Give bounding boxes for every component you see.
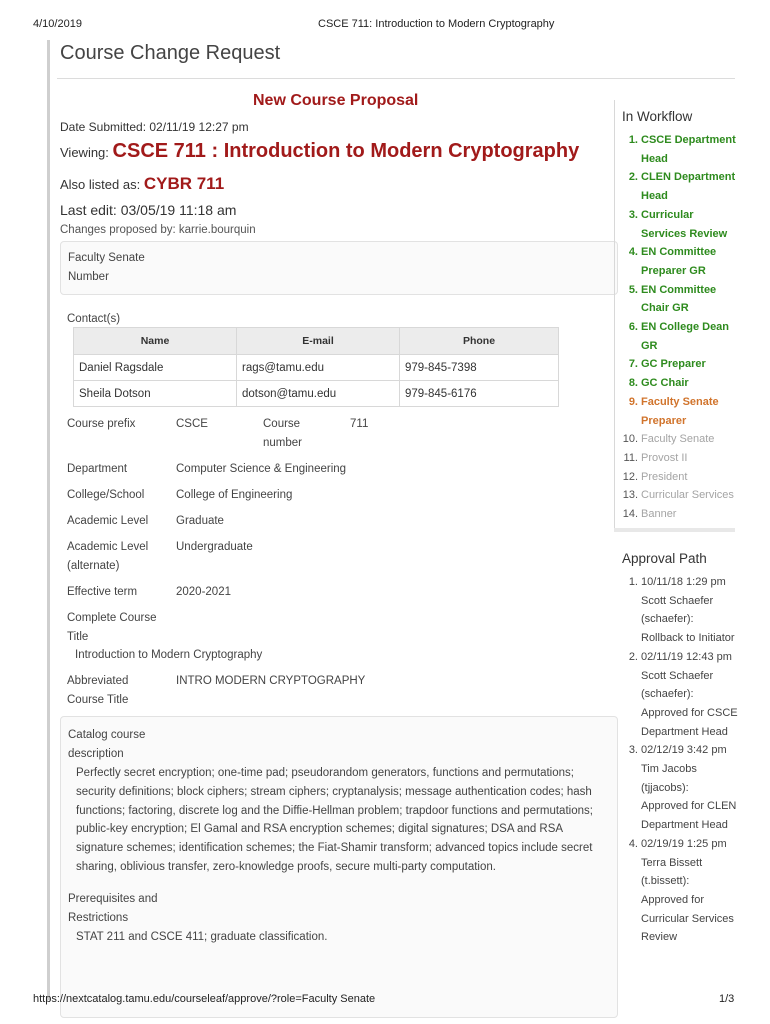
approval-entry (620, 835, 740, 947)
step-label: GC Chair (641, 377, 689, 390)
page-title: Course Change Request (60, 42, 281, 64)
step-label: EN College Dean GR (641, 321, 730, 352)
approval-path-title: Approval Path (622, 551, 707, 566)
viewing-course: CSCE 711 : Introduction to Modern Cryptography (112, 140, 580, 162)
workflow-step (620, 168, 740, 205)
print-doc-title: CSCE 711: Introduction to Modern Cryptography (318, 18, 555, 30)
complete-title-value: Introduction to Modern Cryptography (75, 649, 263, 661)
table-row (74, 381, 559, 407)
entry-who: Scott Schaefer (schaefer): (641, 669, 714, 701)
contact-email[interactable]: dotson@tamu.edu (237, 381, 400, 407)
step-number: 7. (628, 358, 638, 371)
academic-level-alt-value: Undergraduate (176, 541, 253, 553)
step-label: Faculty Senate Preparer (641, 395, 719, 427)
also-listed-row (60, 174, 224, 194)
academic-level-value: Graduate (176, 515, 224, 527)
step-label: EN Committee Chair GR (641, 283, 717, 315)
entry-when: 02/12/19 3:42 pm (641, 744, 727, 757)
print-date: 4/10/2019 (33, 18, 82, 30)
step-number: 9. (628, 395, 638, 408)
contact-name: Daniel Ragsdale (74, 355, 237, 381)
viewing-row (60, 140, 579, 163)
changes-proposed-by: Changes proposed by: karrie.bourquin (60, 224, 256, 236)
catalog-desc-text: Perfectly secret encryption; one-time pad; pseudorandom generators, functions and permutations; security definitions; block ciphers; stream ciphers; cryptanalysis; message authentication codes; hash functions; factoring, discrete log and the Diffie-Hellman problem; trapdoor functions and permutations; public-key encryption; El Gamal and RSA encryption schemes; digital signatures; DSA and RSA signature schemes; identification schemes; the Fiat-Shamir transform; advanced topics include secret sharing, oblivious transfer, zero-knowledge proofs, secure multi-party computation. (76, 767, 593, 873)
step-number: 11. (623, 451, 638, 464)
step-label: Banner (641, 508, 677, 521)
abbrev-title-label: Abbreviated Course Title (67, 675, 129, 706)
step-label: Faculty Senate (641, 433, 715, 446)
step-number: 6. (628, 321, 638, 334)
entry-when: 02/11/19 12:43 pm (641, 650, 732, 663)
step-number: 12. (622, 470, 638, 483)
workflow-bottom-shadow (614, 528, 735, 532)
step-label: GC Preparer (641, 358, 706, 371)
date-submitted: Date Submitted: 02/11/19 12:27 pm (60, 120, 249, 134)
entry-action: Approved for CLEN Department Head (641, 800, 737, 832)
contact-phone: 979-845-7398 (400, 355, 559, 381)
viewing-label: Viewing: (60, 145, 109, 160)
step-number: 14. (622, 508, 638, 521)
approval-entry (620, 648, 740, 742)
step-number: 8. (628, 377, 638, 390)
entry-action: Rollback to Initiator (641, 632, 735, 645)
workflow-step (620, 468, 740, 487)
course-number-value: 711 (350, 418, 369, 430)
workflow-step (620, 505, 740, 524)
step-label: CSCE Department Head (641, 134, 736, 165)
step-label: CLEN Department Head (641, 171, 736, 203)
entry-who: Terra Bissett (t.bissett): (641, 856, 703, 888)
effective-term-value: 2020-2021 (176, 586, 231, 598)
step-number: 5. (628, 283, 638, 296)
workflow-steps (620, 131, 740, 524)
workflow-step (620, 374, 740, 393)
entry-action: Approved for Curricular Services Review (641, 893, 734, 944)
print-page-number: 1/3 (719, 993, 735, 1005)
workflow-step (620, 281, 740, 318)
entry-number: 1. (628, 576, 638, 588)
workflow-step (620, 355, 740, 374)
contacts-header-phone: Phone (400, 328, 559, 355)
effective-term-label: Effective term (67, 586, 138, 598)
table-row (74, 355, 559, 381)
contacts-label: Contact(s) (67, 313, 121, 325)
left-border-rule (47, 40, 50, 1000)
course-prefix-value: CSCE (176, 418, 208, 430)
contacts-header-name: Name (74, 328, 237, 355)
contact-email[interactable]: rags@tamu.edu (237, 355, 400, 381)
step-label: EN Committee Preparer GR (641, 246, 717, 277)
print-url: https://nextcatalog.tamu.edu/courseleaf/approve/?role=Faculty Senate (33, 993, 376, 1005)
department-value: Computer Science & Engineering (176, 463, 347, 475)
step-number: 1. (628, 134, 638, 146)
entry-number: 2. (628, 650, 638, 663)
course-prefix-label: Course prefix (67, 418, 136, 430)
workflow-step (620, 318, 740, 355)
entry-action: Approved for CSCE Department Head (641, 706, 738, 738)
entry-when: 02/19/19 1:25 pm (641, 837, 727, 850)
also-listed-course: CYBR 711 (143, 174, 225, 193)
approval-path-list (620, 573, 740, 947)
prereq-label: Prerequisites and Restrictions (68, 893, 158, 924)
workflow-step (620, 206, 740, 243)
college-value: College of Engineering (176, 489, 293, 501)
entry-when: 10/11/18 1:29 pm (641, 576, 726, 588)
step-number: 13. (622, 489, 638, 502)
contacts-header-email: E-mail (237, 328, 400, 355)
workflow-step-current (620, 393, 740, 430)
step-number: 3. (628, 208, 638, 221)
workflow-step (620, 243, 740, 280)
step-label: President (641, 470, 688, 483)
approval-entry (620, 573, 740, 648)
contact-phone: 979-845-6176 (400, 381, 559, 407)
proposal-heading: New Course Proposal (253, 92, 419, 109)
entry-number: 4. (628, 837, 638, 850)
contacts-header-row (74, 328, 559, 355)
course-number-label: Course number (263, 418, 302, 449)
workflow-step (620, 449, 740, 468)
workflow-divider (614, 100, 615, 530)
college-label: College/School (67, 489, 145, 501)
entry-who: Tim Jacobs (tjjacobs): (641, 763, 697, 794)
contact-name: Sheila Dotson (74, 381, 237, 407)
also-listed-label: Also listed as: (60, 177, 141, 192)
faculty-senate-label: Faculty Senate Number (68, 252, 145, 283)
complete-title-label: Complete Course Title (67, 612, 157, 643)
step-label: Curricular Services (641, 489, 734, 502)
entry-number: 3. (628, 744, 638, 757)
catalog-desc-label: Catalog course description (68, 729, 146, 760)
step-number: 2. (628, 171, 638, 184)
academic-level-label: Academic Level (67, 515, 149, 527)
workflow-step (620, 430, 740, 449)
approval-entry (620, 741, 740, 835)
prereq-value: STAT 211 and CSCE 411; graduate classification. (76, 931, 328, 943)
workflow-title: In Workflow (622, 109, 693, 124)
department-label: Department (67, 463, 128, 475)
last-edit: Last edit: 03/05/19 11:18 am (60, 202, 237, 218)
academic-level-alt-label: Academic Level (alternate) (67, 541, 149, 572)
step-number: 4. (628, 246, 638, 259)
abbrev-title-value: INTRO MODERN CRYPTOGRAPHY (176, 675, 366, 687)
contacts-table (73, 327, 559, 407)
step-label: Provost II (641, 451, 688, 464)
step-number: 10. (622, 433, 638, 446)
entry-who: Scott Schaefer (schaefer): (641, 594, 714, 626)
step-label: Curricular Services Review (641, 208, 728, 240)
workflow-step (620, 131, 740, 168)
workflow-step (620, 486, 740, 505)
title-divider (57, 78, 735, 79)
